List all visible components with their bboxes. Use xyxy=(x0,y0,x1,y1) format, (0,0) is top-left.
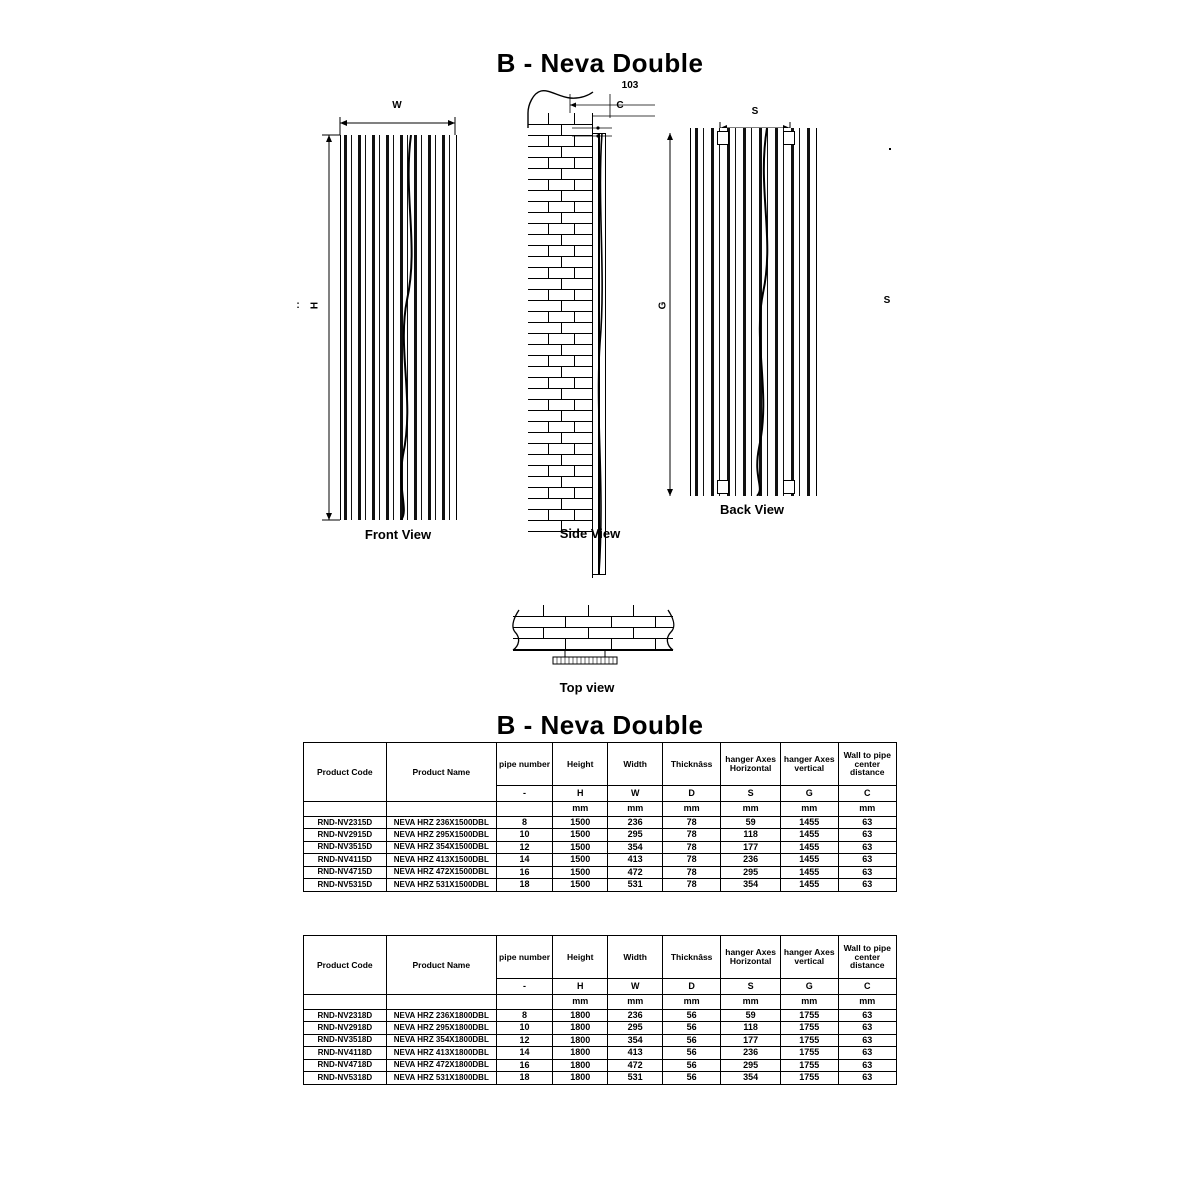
table-row xyxy=(304,1047,897,1059)
cell-hanger-h: 118 xyxy=(721,829,781,841)
cell-height: 1800 xyxy=(553,1047,608,1059)
unit-c: mm xyxy=(838,802,896,817)
symbol-s: S xyxy=(721,979,781,995)
header-hanger-horizontal: hanger Axes Horizontal xyxy=(721,936,781,979)
side-view-radiator xyxy=(592,133,610,573)
top-view-label: Top view xyxy=(559,680,615,695)
front-view-hose xyxy=(341,135,456,520)
symbol-c: C xyxy=(838,786,896,802)
cell-pipes: 14 xyxy=(496,854,552,866)
page-title: B - Neva Double xyxy=(496,48,704,78)
cell-hanger-h: 236 xyxy=(721,854,781,866)
cell-product-name: NEVA HRZ 354X1800DBL xyxy=(386,1034,496,1046)
header-height: Height xyxy=(553,743,608,786)
header-pipe-number: pipe number xyxy=(496,743,552,786)
cell-thickness: 56 xyxy=(663,1010,721,1022)
dim-s-label: S xyxy=(751,106,759,117)
cell-hanger-v: 1455 xyxy=(781,841,839,853)
cell-pipes: 8 xyxy=(496,1010,552,1022)
header-product-code: Product Code xyxy=(304,936,387,995)
header-width: Width xyxy=(608,743,663,786)
header-hanger-horizontal: hanger Axes Horizontal xyxy=(721,743,781,786)
cell-thickness: 78 xyxy=(663,817,721,829)
header-hanger-vertical: hanger Axes vertical xyxy=(781,936,839,979)
cell-hanger-v: 1755 xyxy=(781,1010,839,1022)
cell-thickness: 78 xyxy=(663,854,721,866)
symbol-c: C xyxy=(838,979,896,995)
symbol-pipe: - xyxy=(496,979,552,995)
dim-103-label: 103 xyxy=(621,80,639,91)
unit-s: mm xyxy=(721,802,781,817)
cell-product-code: RND-NV3518D xyxy=(304,1034,387,1046)
cell-hanger-v: 1755 xyxy=(781,1034,839,1046)
cell-product-name: NEVA HRZ 295X1500DBL xyxy=(386,829,496,841)
back-view-panel xyxy=(690,128,817,496)
hanger-bracket-bottom-right xyxy=(783,480,795,494)
cell-height: 1500 xyxy=(553,841,608,853)
cell-height: 1500 xyxy=(553,829,608,841)
header-hanger-vertical: hanger Axes vertical xyxy=(781,743,839,786)
cell-pipes: 8 xyxy=(496,817,552,829)
unit-g: mm xyxy=(781,995,839,1010)
cell-width: 531 xyxy=(608,1072,663,1084)
cell-thickness: 78 xyxy=(663,841,721,853)
cell-product-name: NEVA HRZ 531X1500DBL xyxy=(386,879,496,891)
cell-wall-pipe: 63 xyxy=(838,866,896,878)
unit-blank-code xyxy=(304,802,387,817)
cell-product-name: NEVA HRZ 236X1800DBL xyxy=(386,1010,496,1022)
unit-g: mm xyxy=(781,802,839,817)
cell-thickness: 78 xyxy=(663,879,721,891)
dim-w-label: W xyxy=(392,100,402,111)
symbol-d: D xyxy=(663,786,721,802)
cell-width: 354 xyxy=(608,841,663,853)
cell-width: 354 xyxy=(608,1034,663,1046)
cell-hanger-v: 1755 xyxy=(781,1059,839,1071)
front-view-drawing xyxy=(296,95,500,542)
unit-blank-pipe xyxy=(496,802,552,817)
cell-height: 1800 xyxy=(553,1072,608,1084)
unit-blank-code xyxy=(304,995,387,1010)
header-thickness: Thicknâss xyxy=(663,936,721,979)
cell-hanger-h: 118 xyxy=(721,1022,781,1034)
cell-wall-pipe: 63 xyxy=(838,1047,896,1059)
cell-wall-pipe: 63 xyxy=(838,829,896,841)
table-row xyxy=(304,879,897,891)
cell-product-code: RND-NV4718D xyxy=(304,1059,387,1071)
cell-thickness: 56 xyxy=(663,1022,721,1034)
cell-product-code: RND-NV5318D xyxy=(304,1072,387,1084)
cell-pipes: 16 xyxy=(496,1059,552,1071)
cell-height: 1500 xyxy=(553,817,608,829)
front-view-label: Front View xyxy=(364,527,432,542)
cell-width: 236 xyxy=(608,817,663,829)
wall-hatch xyxy=(528,113,593,578)
cell-hanger-v: 1455 xyxy=(781,817,839,829)
header-wall-to-pipe: Wall to pipe center distance xyxy=(838,936,896,979)
header-pipe-number: pipe number xyxy=(496,936,552,979)
right-tick-mark xyxy=(889,148,891,150)
unit-d: mm xyxy=(663,802,721,817)
cell-hanger-h: 354 xyxy=(721,1072,781,1084)
table-unit-row xyxy=(304,995,897,1010)
cell-product-name: NEVA HRZ 472X1800DBL xyxy=(386,1059,496,1071)
cell-width: 531 xyxy=(608,879,663,891)
top-view-radiator xyxy=(505,648,685,678)
cell-product-name: NEVA HRZ 472X1500DBL xyxy=(386,866,496,878)
symbol-pipe: - xyxy=(496,786,552,802)
cell-thickness: 78 xyxy=(663,866,721,878)
cell-hanger-v: 1455 xyxy=(781,879,839,891)
cell-thickness: 56 xyxy=(663,1047,721,1059)
table-row xyxy=(304,1022,897,1034)
cell-width: 413 xyxy=(608,854,663,866)
cell-product-name: NEVA HRZ 295X1800DBL xyxy=(386,1022,496,1034)
back-view-hose xyxy=(691,128,816,496)
cell-hanger-h: 354 xyxy=(721,879,781,891)
spec-table-1500 xyxy=(303,742,897,892)
table-unit-row xyxy=(304,802,897,817)
cell-wall-pipe: 63 xyxy=(838,1010,896,1022)
cell-hanger-h: 295 xyxy=(721,1059,781,1071)
cell-pipes: 18 xyxy=(496,879,552,891)
cell-hanger-v: 1455 xyxy=(781,829,839,841)
unit-blank-pipe xyxy=(496,995,552,1010)
cell-pipes: 14 xyxy=(496,1047,552,1059)
back-view-drawing xyxy=(657,100,860,540)
table-row xyxy=(304,817,897,829)
cell-thickness: 56 xyxy=(663,1034,721,1046)
dim-c-label: C xyxy=(616,100,624,111)
header-thickness: Thicknâss xyxy=(663,743,721,786)
table-row xyxy=(304,854,897,866)
symbol-w: W xyxy=(608,786,663,802)
cell-wall-pipe: 63 xyxy=(838,817,896,829)
table-header-row xyxy=(304,743,897,786)
cell-product-code: RND-NV2318D xyxy=(304,1010,387,1022)
cell-wall-pipe: 63 xyxy=(838,1022,896,1034)
table-row xyxy=(304,1072,897,1084)
table-row xyxy=(304,829,897,841)
symbol-s: S xyxy=(721,786,781,802)
table-section-title: B - Neva Double xyxy=(496,710,704,740)
cell-hanger-h: 295 xyxy=(721,866,781,878)
header-product-name: Product Name xyxy=(386,743,496,802)
header-width: Width xyxy=(608,936,663,979)
dim-h-tick: : xyxy=(296,300,300,311)
header-product-name: Product Name xyxy=(386,936,496,995)
cell-height: 1500 xyxy=(553,854,608,866)
cell-height: 1800 xyxy=(553,1034,608,1046)
cell-height: 1500 xyxy=(553,879,608,891)
cell-height: 1800 xyxy=(553,1010,608,1022)
dim-s-right-label: S xyxy=(883,295,891,306)
hanger-g-dimension-line xyxy=(650,128,680,518)
cell-pipes: 18 xyxy=(496,1072,552,1084)
cell-height: 1800 xyxy=(553,1059,608,1071)
cell-product-code: RND-NV5315D xyxy=(304,879,387,891)
cell-width: 413 xyxy=(608,1047,663,1059)
cell-width: 295 xyxy=(608,1022,663,1034)
cell-height: 1500 xyxy=(553,866,608,878)
cell-wall-pipe: 63 xyxy=(838,1059,896,1071)
unit-h: mm xyxy=(553,995,608,1010)
unit-w: mm xyxy=(608,802,663,817)
table-header-row xyxy=(304,936,897,979)
hanger-bracket-top-left xyxy=(717,131,729,145)
unit-blank-name xyxy=(386,995,496,1010)
cell-wall-pipe: 63 xyxy=(838,841,896,853)
cell-product-code: RND-NV4115D xyxy=(304,854,387,866)
cell-height: 1800 xyxy=(553,1022,608,1034)
cell-hanger-h: 59 xyxy=(721,817,781,829)
cell-product-code: RND-NV2315D xyxy=(304,817,387,829)
cell-width: 472 xyxy=(608,1059,663,1071)
front-view-panel xyxy=(340,135,457,520)
cell-product-code: RND-NV3515D xyxy=(304,841,387,853)
symbol-w: W xyxy=(608,979,663,995)
unit-s: mm xyxy=(721,995,781,1010)
cell-hanger-v: 1455 xyxy=(781,866,839,878)
height-dimension-line xyxy=(300,130,340,530)
cell-wall-pipe: 63 xyxy=(838,1072,896,1084)
cell-wall-pipe: 63 xyxy=(838,1034,896,1046)
cell-hanger-v: 1755 xyxy=(781,1022,839,1034)
cell-pipes: 12 xyxy=(496,841,552,853)
table-row xyxy=(304,1059,897,1071)
cell-product-name: NEVA HRZ 531X1800DBL xyxy=(386,1072,496,1084)
cell-hanger-v: 1755 xyxy=(781,1047,839,1059)
side-view-label: Side View xyxy=(559,526,621,541)
spec-table-1800 xyxy=(303,935,897,1085)
top-view-drawing xyxy=(505,600,685,700)
cell-hanger-h: 59 xyxy=(721,1010,781,1022)
pipe-connection-marks xyxy=(572,122,632,152)
cell-wall-pipe: 63 xyxy=(838,879,896,891)
cell-product-code: RND-NV4715D xyxy=(304,866,387,878)
table-row xyxy=(304,841,897,853)
cell-hanger-h: 177 xyxy=(721,841,781,853)
unit-blank-name xyxy=(386,802,496,817)
cell-hanger-v: 1755 xyxy=(781,1072,839,1084)
symbol-g: G xyxy=(781,979,839,995)
cell-width: 236 xyxy=(608,1010,663,1022)
header-product-code: Product Code xyxy=(304,743,387,802)
cell-hanger-h: 236 xyxy=(721,1047,781,1059)
cell-pipes: 12 xyxy=(496,1034,552,1046)
header-height: Height xyxy=(553,936,608,979)
cell-hanger-h: 177 xyxy=(721,1034,781,1046)
cell-width: 472 xyxy=(608,866,663,878)
cell-hanger-v: 1455 xyxy=(781,854,839,866)
cell-product-name: NEVA HRZ 413X1800DBL xyxy=(386,1047,496,1059)
hanger-bracket-bottom-left xyxy=(717,480,729,494)
cell-pipes: 10 xyxy=(496,829,552,841)
cell-width: 295 xyxy=(608,829,663,841)
dim-h-label: H xyxy=(309,301,321,310)
unit-w: mm xyxy=(608,995,663,1010)
symbol-d: D xyxy=(663,979,721,995)
cell-thickness: 56 xyxy=(663,1072,721,1084)
cell-product-code: RND-NV4118D xyxy=(304,1047,387,1059)
cell-product-name: NEVA HRZ 354X1500DBL xyxy=(386,841,496,853)
cell-product-code: RND-NV2918D xyxy=(304,1022,387,1034)
back-view-label: Back View xyxy=(719,502,785,517)
unit-c: mm xyxy=(838,995,896,1010)
unit-d: mm xyxy=(663,995,721,1010)
cell-wall-pipe: 63 xyxy=(838,854,896,866)
table-row xyxy=(304,866,897,878)
cell-product-code: RND-NV2915D xyxy=(304,829,387,841)
table-row xyxy=(304,1010,897,1022)
header-wall-to-pipe: Wall to pipe center distance xyxy=(838,743,896,786)
symbol-g: G xyxy=(781,786,839,802)
cell-thickness: 56 xyxy=(663,1059,721,1071)
cell-product-name: NEVA HRZ 236X1500DBL xyxy=(386,817,496,829)
cell-pipes: 16 xyxy=(496,866,552,878)
cell-thickness: 78 xyxy=(663,829,721,841)
cell-product-name: NEVA HRZ 413X1500DBL xyxy=(386,854,496,866)
symbol-h: H xyxy=(553,786,608,802)
unit-h: mm xyxy=(553,802,608,817)
table-row xyxy=(304,1034,897,1046)
symbol-h: H xyxy=(553,979,608,995)
hanger-bracket-top-right xyxy=(783,131,795,145)
dim-g-label: G xyxy=(657,301,669,310)
cell-pipes: 10 xyxy=(496,1022,552,1034)
